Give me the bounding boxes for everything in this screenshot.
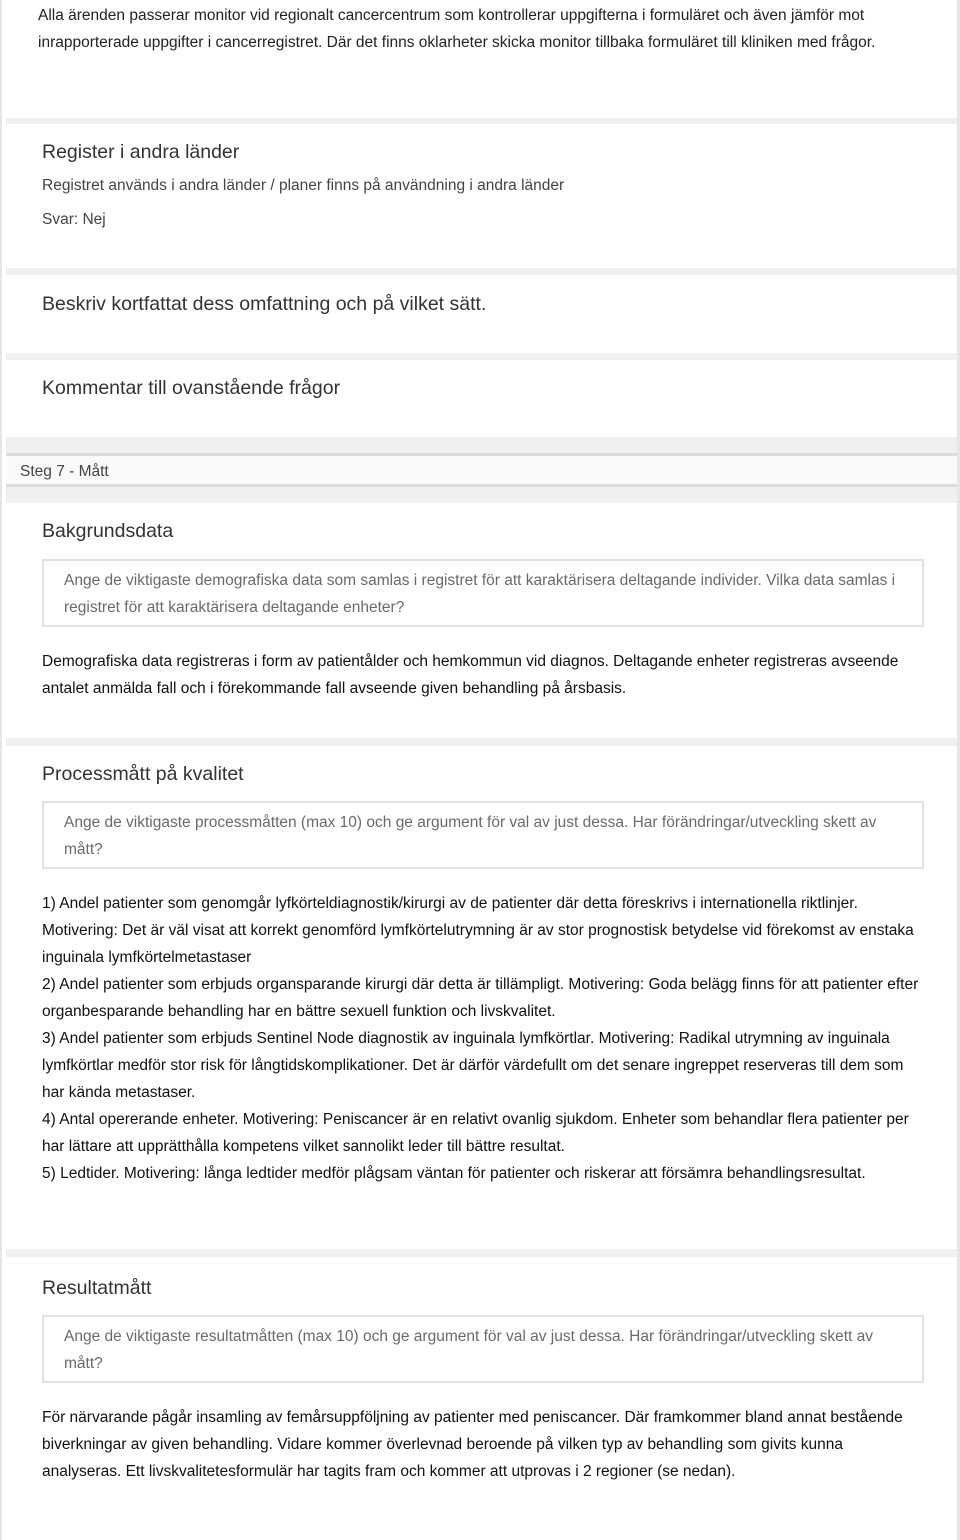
process-item: 2) Andel patienter som erbjuds organsparande kirurgi där detta är tillämpligt. Motivering: Goda belägg finns för att patienter efter organbesparande behandling har en bättre sexuell funktion och livskvalitet. — [42, 976, 919, 1020]
process-item: 3) Andel patienter som erbjuds Sentinel Node diagnostik av inguinala lymfkörtlar. Motivering: Radikal utrymning av inguinala lymfkörtlar medför stor risk för långtidskomplikationer. Det är därför värdefullt om det senare ingreppet reserveras till dem som har kända metastaser. — [42, 1030, 904, 1101]
process-item: 1) Andel patienter som genomgår lyfkörteldiagnostik/kirurgi av de patienter där detta föreskrivs i internationella riktlinjer. Motivering: Det är väl visat att korrekt genomförd lymfkörtelutrymning är av stor prognostisk betydelse vid förekomst av enstaka inguinala lymfkörtelmetastaser — [42, 895, 914, 966]
step-label: Steg 7 - Mått — [20, 463, 109, 480]
describe-title: Beskriv kortfattat dess omfattning och på vilket sätt. — [42, 293, 487, 315]
bakgrund-question-box: Ange de viktigaste demografiska data som samlas i registret för att karaktärisera deltagande individer. Vilka data samlas i registret för att karaktärisera deltagande enheter? — [42, 559, 924, 627]
register-answer: Svar: Nej — [42, 211, 106, 228]
intro-text: Alla ärenden passerar monitor vid regionalt cancercentrum som kontrollerar uppgifterna i formuläret och även jämför mot inrapporterade uppgifter i cancerregistret. Där det finns oklarheter skicka monitor tillbaka formuläret till kliniken med frågor. — [38, 7, 876, 51]
section-divider — [6, 353, 957, 360]
result-title: Resultatmått — [42, 1277, 152, 1299]
register-title: Register i andra länder — [42, 141, 240, 163]
process-answer — [42, 890, 922, 1187]
process-question-box: Ange de viktigaste processmåtten (max 10) och ge argument för val av just dessa. Har förändringar/utveckling skett av mått? — [42, 801, 924, 869]
bakgrund-title: Bakgrundsdata — [42, 520, 174, 542]
step-header — [6, 453, 957, 487]
section-divider — [6, 118, 957, 124]
process-item: 5) Ledtider. Motivering: långa ledtider medför plågsam väntan för patienter och riskerar att försämra behandlingsresultat. — [42, 1165, 866, 1182]
process-title: Processmått på kvalitet — [42, 763, 244, 785]
process-item: 4) Antal opererande enheter. Motivering: Peniscancer är en relativt ovanlig sjukdom. Enheter som behandlar flera patienter per har lättare att upprätthålla kompetens vilket sannolikt leder till bättre resultat. — [42, 1111, 909, 1155]
section-divider — [6, 437, 957, 453]
result-answer: För närvarande pågår insamling av femårsuppföljning av patienter med peniscancer. Där framkommer bland annat bestående biverkningar av given behandling. Vidare kommer överlevnad beroende på vilken typ av behandling som givits kunna analyseras. Ett livskvalitetesformulär har tagits fram och kommer att utprovas i 2 regioner (se nedan). — [42, 1409, 903, 1480]
bakgrund-answer: Demografiska data registreras i form av patientålder och hemkommun vid diagnos. Deltagande enheter registreras avseende antalet anmälda fall och i förekommande fall avseende given behandling på årsbasis. — [42, 653, 899, 697]
section-divider — [6, 738, 957, 746]
register-question: Registret används i andra länder / planer finns på användning i andra länder — [42, 177, 565, 194]
section-divider — [6, 1249, 957, 1257]
result-question-box: Ange de viktigaste resultatmåtten (max 10) och ge argument för val av just dessa. Har förändringar/utveckling skett av mått? — [42, 1315, 924, 1383]
section-divider — [6, 487, 957, 503]
comment-title: Kommentar till ovanstående frågor — [42, 377, 341, 399]
section-divider — [6, 268, 957, 275]
